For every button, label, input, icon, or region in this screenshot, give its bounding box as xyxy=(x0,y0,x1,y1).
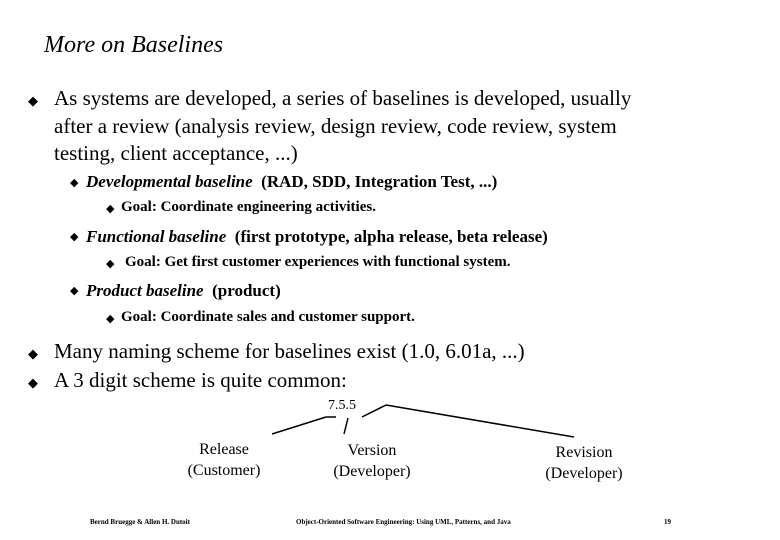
baseline-detail: (RAD, SDD, Integration Test, ...) xyxy=(261,172,498,191)
version-connector xyxy=(344,418,348,434)
footer-book: Object-Oriented Software Engineering: Using UML, Patterns, and Java xyxy=(296,518,511,526)
baseline-goal: Goal: Coordinate engineering activities. xyxy=(121,199,376,215)
baseline-name: Functional baseline xyxy=(86,227,227,246)
diamond-bullet-icon: ◆ xyxy=(106,203,115,215)
release-label xyxy=(164,440,284,482)
version-number: 7.5.5 xyxy=(328,398,356,413)
version-role: (Developer) xyxy=(333,462,411,480)
revision-title: Revision xyxy=(555,444,613,461)
digit-scheme-bullet: A 3 digit scheme is quite common: xyxy=(54,368,347,392)
bullet-line-2: after a review (analysis review, design review, code review, system xyxy=(54,114,617,138)
diamond-bullet-icon: ◆ xyxy=(28,93,38,108)
bullet-line-1: As systems are developed, a series of baselines is developed, usually xyxy=(54,86,632,110)
diamond-bullet-icon: ◆ xyxy=(106,313,115,325)
baseline-detail: (product) xyxy=(212,281,281,300)
naming-scheme-bullet: Many naming scheme for baselines exist (1.0, 6.01a, ...) xyxy=(54,339,525,363)
revision-label xyxy=(524,443,644,485)
version-label xyxy=(312,441,432,483)
release-role: (Customer) xyxy=(187,461,261,479)
square-bullet-icon: ◆ xyxy=(70,177,79,189)
square-bullet-icon: ◆ xyxy=(70,285,79,297)
version-title: Version xyxy=(347,442,397,459)
diamond-bullet-icon: ◆ xyxy=(106,258,115,270)
revision-role: (Developer) xyxy=(545,464,623,482)
revision-connector xyxy=(386,405,574,437)
diamond-bullet-icon: ◆ xyxy=(28,346,38,361)
revision-connector-top xyxy=(362,405,386,417)
baseline-goal: Goal: Coordinate sales and customer support. xyxy=(121,309,415,325)
page-number: 19 xyxy=(664,518,671,526)
baseline-name: Product baseline xyxy=(86,281,204,300)
baseline-detail: (first prototype, alpha release, beta release) xyxy=(234,227,548,246)
square-bullet-icon: ◆ xyxy=(70,231,79,243)
release-title: Release xyxy=(199,441,249,458)
baseline-name: Developmental baseline xyxy=(86,172,253,191)
slide-title: More on Baselines xyxy=(44,32,224,58)
release-connector xyxy=(272,417,326,434)
baseline-goal: Goal: Get first customer experiences with functional system. xyxy=(125,254,511,270)
footer-authors: Bernd Bruegge & Allen H. Dutoit xyxy=(90,518,190,526)
diamond-bullet-icon: ◆ xyxy=(28,375,38,390)
bullet-line-3: testing, client acceptance, ...) xyxy=(54,141,298,165)
